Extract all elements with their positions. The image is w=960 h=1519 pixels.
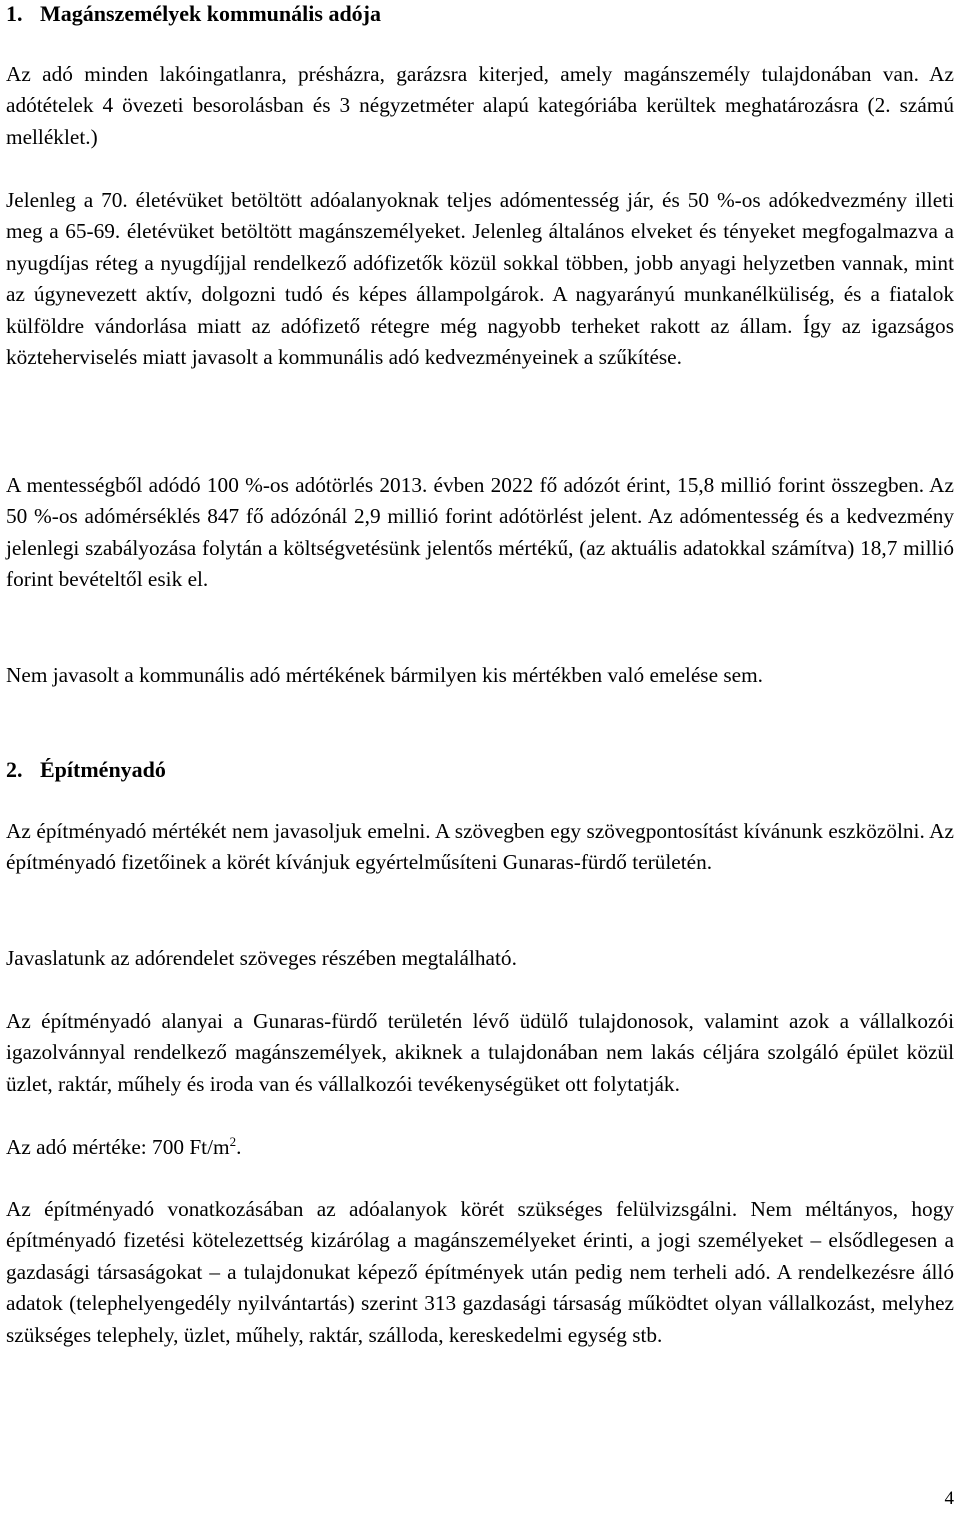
paragraph: A mentességből adódó 100 %-os adótörlés 2013. évben 2022 fő adózót érint, 15,8 millió forint összegben. Az 50 %-os adómérséklés 847 fő adózónál 2,9 millió forint adótörlést jelent. Az adómentesség és a kedvezmény jelenlegi szabályozása folytán a költségvetésünk jelentős mértékű, (az aktuális adatokkal számítva) 18,7 millió forint bevételtől esik el. bbox=[6, 473, 954, 592]
tax-rate-line bbox=[6, 1132, 954, 1163]
section-2-number: 2. bbox=[6, 757, 23, 782]
tax-rate-superscript: 2 bbox=[229, 1134, 237, 1149]
paragraph: Javaslatunk az adórendelet szöveges részében megtalálható. bbox=[6, 946, 517, 970]
section-1-title: Magánszemélyek kommunális adója bbox=[40, 1, 381, 26]
paragraph: Az építményadó vonatkozásában az adóalanyok körét szükséges felülvizsgálni. Nem méltányos, hogy építményadó fizetési kötelezettség kizárólag a magánszemélyeket érinti, a jogi személyeket – elsődlegesen a gazdasági társaságokat – a tulajdonukat képező építmények után pedig nem terheli adó. A rendelkezésre álló adatok (telephelyengedély nyilvántartás) szerint 313 gazdasági társaság működtet olyan vállalkozást, melyhez szükséges telephely, üzlet, műhely, raktár, szálloda, kereskedelmi egység stb. bbox=[6, 1197, 954, 1347]
section-1-heading bbox=[6, 0, 381, 28]
paragraph: Az építményadó alanyai a Gunaras-fürdő területén lévő üdülő tulajdonosok, valamint azok a vállalkozói igazolvánnyal rendelkező magánszemélyek, akiknek a tulajdonában nem lakás céljára szolgáló épület közül üzlet, raktár, műhely és iroda van és vállalkozói tevékenységüket ott folytatják. bbox=[6, 1009, 954, 1096]
section-2-heading bbox=[6, 756, 166, 784]
tax-rate-text: Az adó mértéke: 700 Ft/m bbox=[6, 1135, 230, 1159]
paragraph: Az adó minden lakóingatlanra, présházra, garázsra kiterjed, amely magánszemély tulajdonában van. Az adótételek 4 övezeti besorolásban és 3 négyzetméter alapú kategóriába kerültek meghatározásra (2. számú melléklet.) bbox=[6, 62, 954, 149]
section-1-number: 1. bbox=[6, 1, 23, 26]
paragraph: Jelenleg a 70. életévüket betöltött adóalanyoknak teljes adómentesség jár, és 50 %-os adókedvezmény illeti meg a 65-69. életévüket betöltött magánszemélyeket. Jelenleg általános elveket és tényeket megfogalmazva a nyugdíjas réteg a nyugdíjjal rendelkező adófizetők közül sokkal többen, jobb anyagi helyzetben vannak, mint az úgynevezett aktív, dolgozni tudó és képes állampolgárok. A nagyarányú munkanélküliség, és a fiatalok külföldre vándorlása miatt az adófizető rétegre még nagyobb terheket rakott az állam. Így az igazságos közteherviselés miatt javasolt a kommunális adó kedvezményeinek a szűkítése. bbox=[6, 188, 954, 370]
paragraph: Az építményadó mértékét nem javasoljuk emelni. A szövegben egy szövegpontosítást kívánunk eszközölni. Az építményadó fizetőinek a körét kívánjuk egyértelműsíteni Gunaras-fürdő területén. bbox=[6, 819, 954, 875]
page-number: 4 bbox=[944, 1488, 954, 1509]
paragraph: Nem javasolt a kommunális adó mértékének bármilyen kis mértékben való emelése sem. bbox=[6, 663, 763, 687]
tax-rate-end: . bbox=[236, 1135, 242, 1159]
section-2-title: Építményadó bbox=[40, 757, 166, 782]
